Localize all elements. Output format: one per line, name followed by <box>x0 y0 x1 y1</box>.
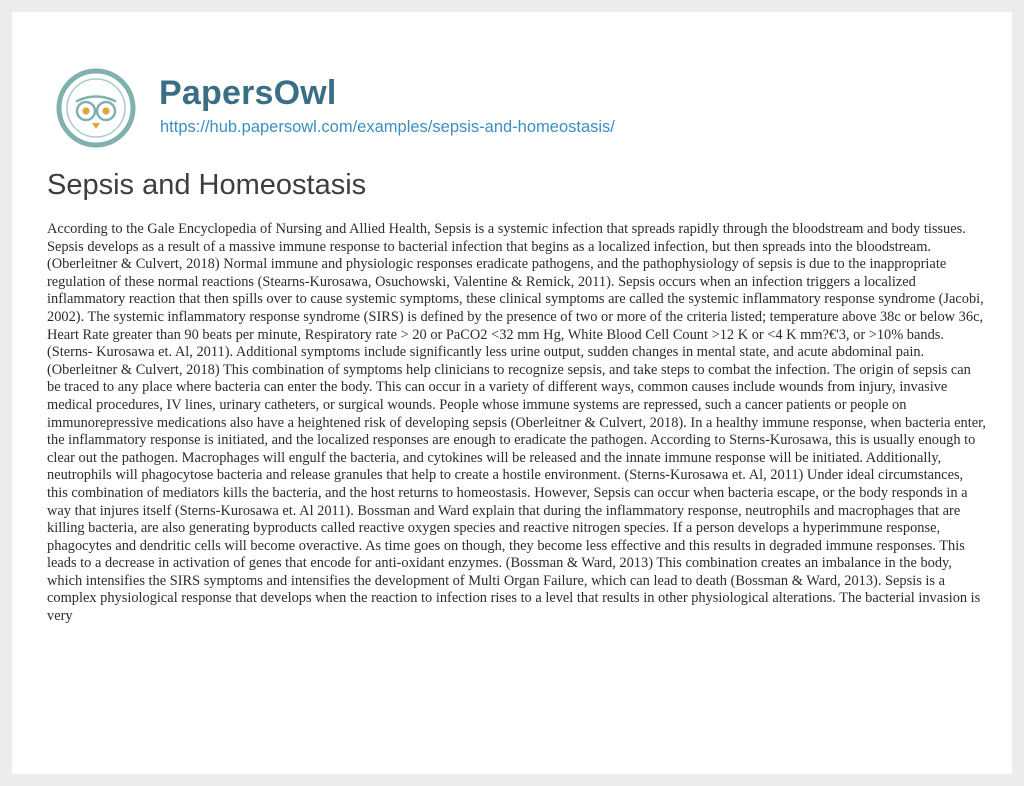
owl-logo-icon <box>56 68 136 148</box>
source-url-link[interactable]: https://hub.papersowl.com/examples/sepsis-and-homeostasis/ <box>160 118 615 136</box>
page-title: Sepsis and Homeostasis <box>47 169 367 201</box>
brand-name: PapersOwl <box>159 74 337 112</box>
essay-body-text: According to the Gale Encyclopedia of Nursing and Allied Health, Sepsis is a systemic infection that spreads rapidly through the bloodstream and body tissues. Sepsis develops as a result of a massive immune response to bacterial infection that begins as a localized infection, but then spreads into the bloodstream. (Oberleitner & Culvert, 2018) Normal immune and physiologic responses eradicate pathogens, and the pathophysiology of sepsis is due to the inappropriate regulation of these normal reactions (Stearns-Kurosawa, Osuchowski, Valentine & Remick, 2011). Sepsis occurs when an infection triggers a localized inflammatory reaction that then spills over to cause systemic symptoms, these clinical symptoms are called the systemic inflammatory response syndrome (Jacobi, 2002). The systemic inflammatory response syndrome (SIRS) is defined by the presence of two or more of the criteria listed; temperature above 38c or below 36c, Heart Rate greater than 90 beats per minute, Respiratory rate > 20 or PaCO2 <32 mm Hg, White Blood Cell Count >12 K or <4 K mm?€'3, or >10% bands. (Sterns- Kurosawa et. Al, 2011). Additional symptoms include significantly less urine output, sudden changes in mental state, and acute abdominal pain. (Oberleitner & Culvert, 2018) This combination of symptoms help clinicians to recognize sepsis, and take steps to combat the infection. The origin of sepsis can be traced to any place where bacteria can enter the body. This can occur in a variety of different ways, common causes include wounds from injury, invasive medical procedures, IV lines, urinary catheters, or surgical wounds. People whose immune systems are repressed, such a cancer patients or people on immunorepressive medications also have a heightened risk of developing sepsis (Oberleitner & Culvert, 2018). In a healthy immune response, when bacteria enter, the inflammatory response is initiated, and the localized responses are enough to eradicate the pathogen. According to Sterns-Kurosawa, this is usually enough to clear out the pathogen. Macrophages will engulf the bacteria, and cytokines will be released and the innate immune response will be initiated. Additionally, neutrophils will phagocytose bacteria and release granules that help to create a hostile environment. (Sterns-Kurosawa et. Al, 2011) Under ideal circumstances, this combination of mediators kills the bacteria, and the host returns to homeostasis. However, Sepsis can occur when bacteria escape, or the body responds in a way that injures itself (Sterns-Kurosawa et. Al 2011). Bossman and Ward explain that during the inflammatory response, neutrophils and macrophages that are killing bacteria, are also generating byproducts called reactive oxygen species and reactive nitrogen species. If a person develops a hyperimmune response, phagocytes and dendritic cells will become overactive. As time goes on though, they become less effective and this results in degraded immune responses. This leads to a decrease in activation of genes that encode for anti-oxidant enzymes. (Bossman & Ward, 2013) This combination creates an imbalance in the body, which intensifies the SIRS symptoms and intensifies the development of Multi Organ Failure, which can lead to death (Bossman & Ward, 2013). Sepsis is a complex physiological response that develops when the reaction to infection rises to a level that results in other physiological alterations. The bacterial invasion is very <box>47 221 986 625</box>
document-page <box>12 12 1012 774</box>
brand-header <box>56 64 856 154</box>
